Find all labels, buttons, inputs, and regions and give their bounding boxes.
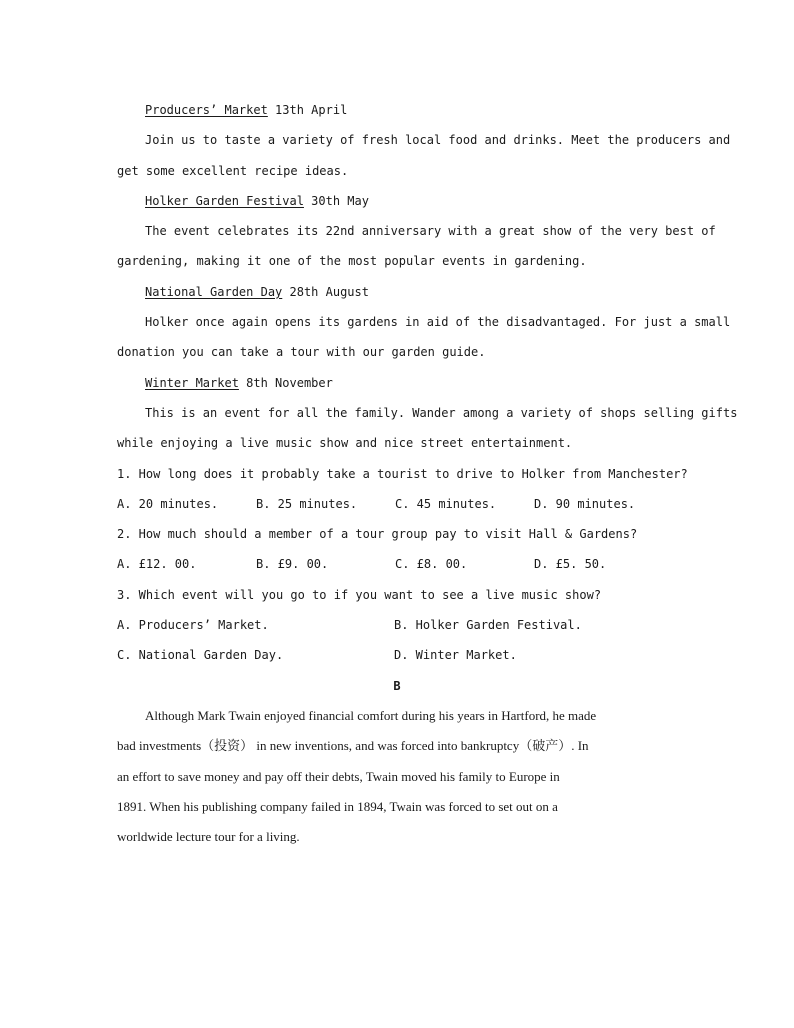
answer-option: D. 90 minutes.: [534, 496, 636, 511]
event-description: while enjoying a live music show and nice street entertainment.: [117, 436, 573, 451]
event-heading: [117, 95, 677, 125]
answer-option: B. Holker Garden Festival.: [394, 618, 582, 633]
answer-options: [117, 640, 677, 670]
answer-option: D. £5. 50.: [534, 557, 607, 572]
event-description: Join us to taste a variety of fresh local food and drinks. Meet the producers and: [145, 133, 731, 148]
event-title: Winter Market: [145, 375, 239, 390]
answer-option: A. £12. 00.: [117, 557, 197, 572]
event-date: 8th November: [238, 375, 333, 390]
event-description: gardening, making it one of the most popular events in gardening.: [117, 254, 587, 269]
question-text: 3. Which event will you go to if you want to see a live music show?: [117, 587, 602, 602]
passage-line: Although Mark Twain enjoyed financial comfort during his years in Hartford, he made: [145, 707, 597, 723]
event-title: Producers’ Market: [145, 103, 268, 117]
answer-option: B. 25 minutes.: [256, 496, 358, 511]
question-text: 2. How much should a member of a tour group pay to visit Hall & Gardens?: [117, 527, 638, 542]
section-heading: B: [393, 678, 401, 693]
event-description: donation you can take a tour with our garden guide.: [117, 345, 486, 360]
answer-options: [117, 549, 677, 579]
event-date: 30th May: [303, 193, 369, 208]
passage-line: worldwide lecture tour for a living.: [117, 829, 300, 845]
passage-line: an effort to save money and pay off their debts, Twain moved his family to Europe in: [117, 768, 560, 784]
event-heading: [117, 186, 677, 216]
answer-option: C. £8. 00.: [395, 557, 468, 572]
answer-option: C. National Garden Day.: [117, 648, 284, 663]
event-date: 13th April: [267, 103, 348, 117]
answer-option: A. Producers’ Market.: [117, 618, 269, 633]
answer-options: [117, 610, 677, 640]
event-description: This is an event for all the family. Wander among a variety of shops selling gifts: [145, 405, 738, 420]
answer-option: D. Winter Market.: [394, 648, 517, 663]
passage-line: bad investments（投资） in new inventions, and was forced into bankruptcy（破产）. In: [117, 738, 589, 754]
event-date: 28th August: [282, 284, 369, 299]
event-heading: [117, 277, 677, 307]
passage-line: 1891. When his publishing company failed in 1894, Twain was forced to set out on a: [117, 798, 558, 814]
question-text: 1. How long does it probably take a tourist to drive to Holker from Manchester?: [117, 466, 688, 481]
event-description: The event celebrates its 22nd anniversary with a great show of the very best of: [145, 224, 716, 239]
event-title: National Garden Day: [145, 284, 283, 299]
event-description: Holker once again opens its gardens in aid of the disadvantaged. For just a small: [145, 315, 731, 330]
answer-option: B. £9. 00.: [256, 557, 329, 572]
event-description: get some excellent recipe ideas.: [117, 163, 349, 178]
event-title: Holker Garden Festival: [145, 193, 304, 208]
answer-option: C. 45 minutes.: [395, 496, 497, 511]
event-heading: [117, 368, 677, 398]
answer-options: [117, 489, 677, 519]
answer-option: A. 20 minutes.: [117, 496, 219, 511]
document-page: [117, 95, 738, 852]
